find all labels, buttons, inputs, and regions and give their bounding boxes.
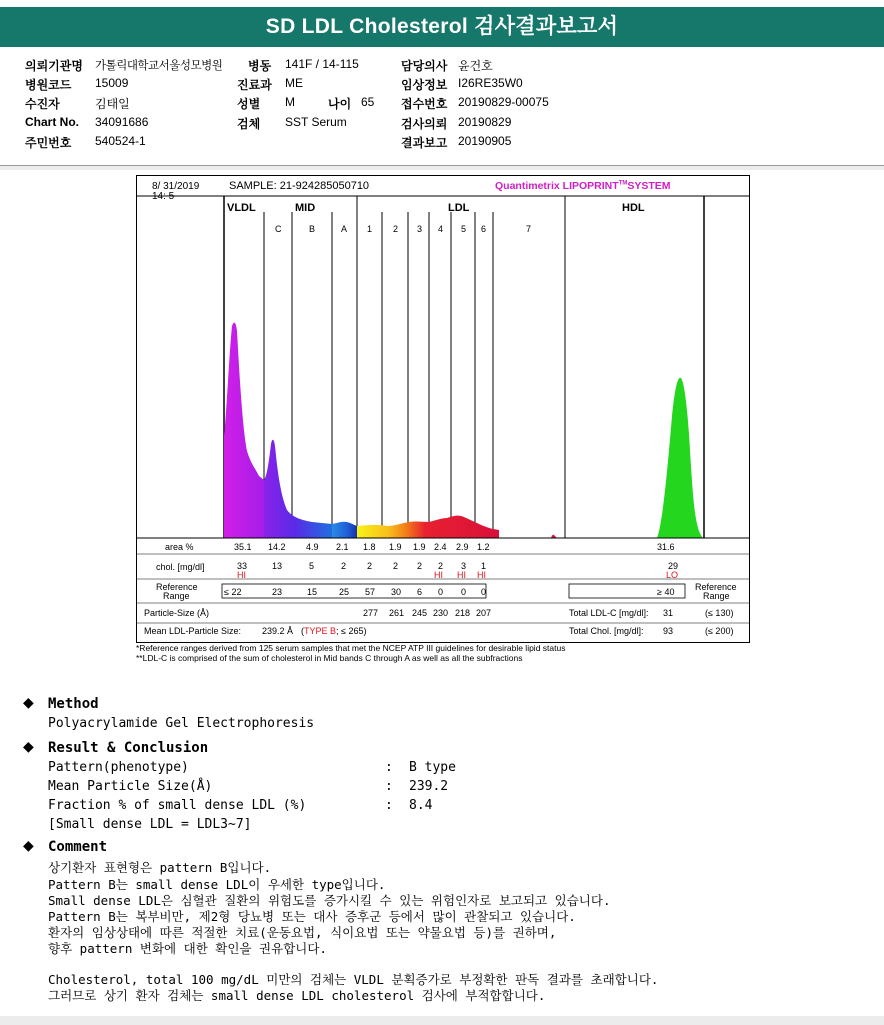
area-1: 1.8 [363,542,376,552]
band-hdl: HDL [622,202,645,214]
band-ldl: LDL [448,202,470,214]
result-label: Mean Particle Size(Å) [48,779,213,794]
patient-label: 수진자 [25,97,60,111]
band-1: 1 [367,224,373,234]
result-label: Pattern(phenotype) [48,760,189,775]
result-heading: Result & Conclusion [48,740,209,756]
particle-6: 207 [476,608,492,618]
area-2: 1.9 [389,542,402,552]
band-2: 2 [393,224,399,234]
area-vldl: 35.1 [234,542,252,552]
ldl-peaks [357,516,499,538]
area-a: 2.1 [336,542,349,552]
area-c: 14.2 [268,542,286,552]
dept-value: ME [285,76,303,90]
report-date-value: 20190905 [458,134,512,148]
area-5: 2.9 [456,542,469,552]
result-note: [Small dense LDL = LDL3~7] [48,817,252,832]
comment-line: 그러므로 상기 환자 검체는 small dense LDL cholesterol 검사에 부적합합니다. [48,988,546,1003]
bullet-diamond-icon: ◆ [23,695,34,711]
flag-vldl: HI [237,570,246,580]
footnote-2: **LDL-C is comprised of the sum of cholesterol in Mid bands C through A as well as all the subfractions [136,653,523,663]
patient-info-section [0,49,884,166]
particle-size-label: Particle-Size (Å) [144,608,210,618]
flag-4: HI [434,570,443,580]
mid-a-peak [332,522,357,538]
result-value: 239.2 [409,779,449,794]
total-chol-value: 93 [663,626,674,636]
ref-2: 30 [391,587,402,597]
particle-4: 230 [433,608,449,618]
ref-6: 0 [481,587,487,597]
mean-ldl-type: (TYPE B; ≤ 265) [301,626,367,636]
chol-2: 2 [393,561,399,571]
chol-5: 3 [461,561,467,571]
clinical-value: I26RE35W0 [458,76,523,90]
chol-1: 2 [367,561,373,571]
ref-5: 0 [461,587,467,597]
age-value: 65 [361,95,375,109]
comment-line: Pattern B는 복부비만, 제2형 당뇨병 또는 대사 증후군 등에서 많이 관찰되고 있습니다. [48,909,576,924]
patient-value: 김태일 [95,97,130,111]
hospital-label: 의뢰기관명 [25,59,83,73]
band-mid: MID [295,202,316,214]
id-label: 주민번호 [25,136,72,150]
comment-line: 환자의 임상상태에 따른 적절한 치료(운동요법, 식이요법 또는 약물요법 등)를 권하며, [48,925,557,940]
request-label: 검사의뢰 [401,117,448,131]
chol-6: 1 [481,561,487,571]
ref-label-2: Range [163,591,190,601]
footnote-1: *Reference ranges derived from 125 serum samples that met the NCEP ATP III guidelines for desirable lipid status [136,643,566,653]
hospital-value: 가톨릭대학교서울성모병원 [95,60,223,72]
chol-a: 2 [341,561,347,571]
comment-line: 향후 pattern 변화에 대한 확인을 권유합니다. [48,941,327,956]
report-title: SD LDL Cholesterol 검사결과보고서 [0,7,884,47]
comment-line: Small dense LDL은 심혈관 질환의 위험도를 증가시킬 수 있는 위험인자로 보고되고 있습니다. [48,893,611,908]
band-7: 7 [526,224,532,234]
result-colon: : [385,779,393,794]
area-4: 2.4 [434,542,447,552]
ref-hdl: ≥ 40 [657,587,675,597]
ref-4: 0 [438,587,444,597]
dept-label: 진료과 [237,78,272,92]
chol-3: 2 [417,561,423,571]
area-b: 4.9 [306,542,319,552]
flag-5: HI [457,570,466,580]
result-value: B type [409,760,456,775]
print-time: 14: 5 [152,191,175,202]
result-value: 8.4 [409,798,433,813]
receipt-value: 20190829-00075 [458,95,549,109]
bottom-band [0,1016,884,1025]
chol-label: chol. [mg/dl] [156,562,205,572]
chart-no-label: Chart No. [25,115,79,129]
band-4: 4 [438,224,444,234]
result-label: Fraction % of small dense LDL (%) [48,798,307,813]
chol-hdl: 29 [668,561,679,571]
chart-no-value: 34091686 [95,115,149,129]
band-5: 5 [461,224,467,234]
clinical-label: 임상정보 [401,78,448,92]
flag-6: HI [477,570,486,580]
result-colon: : [385,760,393,775]
age-label: 나이 [328,97,352,111]
sample-id: SAMPLE: 21-924285050710 [229,180,370,192]
print-date: 8/ 31/2019 [152,181,200,192]
method-heading: Method [48,696,99,712]
comment-heading: Comment [48,839,108,855]
particle-1: 277 [363,608,379,618]
mean-ldl-value: 239.2 Å [262,626,294,636]
specimen-label: 검체 [237,117,261,131]
total-ldl-label: Total LDL-C [mg/dl]: [569,608,649,618]
total-ldl-ref: (≤ 130) [705,608,734,618]
ward-label: 병동 [248,59,272,73]
separator-band [0,166,884,170]
area-3: 1.9 [413,542,426,552]
bullet-diamond-icon: ◆ [23,838,34,854]
comment-line: 상기환자 표현형은 pattern B입니다. [48,860,272,875]
ref-b: 15 [307,587,318,597]
ref-a: 25 [339,587,350,597]
area-label: area % [165,542,194,552]
band-3: 3 [417,224,423,234]
mid-peak [264,440,332,538]
area-hdl: 31.6 [657,542,675,552]
particle-2: 261 [389,608,405,618]
bullet-diamond-icon: ◆ [23,739,34,755]
sex-value: M [285,95,295,109]
doctor-label: 담당의사 [401,59,448,73]
comment-line: Cholesterol, total 100 mg/dL 미만의 검체는 VLDL 분획증가로 부정확한 판독 결과를 초래합니다. [48,972,659,987]
method-text: Polyacrylamide Gel Electrophoresis [48,716,315,731]
result-colon: : [385,798,393,813]
receipt-label: 접수번호 [401,97,448,111]
chol-4: 2 [438,561,444,571]
total-ldl-value: 31 [663,608,674,618]
band-vldl: VLDL [227,202,256,214]
chol-c: 13 [272,561,283,571]
lipoprint-chart [136,175,750,643]
area-6: 1.2 [477,542,490,552]
band-a: A [341,224,348,234]
brand-name: Quantimetrix LIPOPRINT™SYSTEM [495,180,671,192]
total-chol-ref: (≤ 200) [705,626,734,636]
doctor-value: 윤건호 [458,59,493,73]
id-value: 540524-1 [95,134,146,148]
band-6: 6 [481,224,487,234]
request-value: 20190829 [458,115,512,129]
flag-hdl: LO [666,570,679,580]
total-chol-label: Total Chol. [mg/dl]: [569,626,644,636]
ref-right-2: Range [703,591,730,601]
specimen-value: SST Serum [285,115,347,129]
band-b: B [309,224,316,234]
vldl-peak [224,323,264,538]
ref-c: 23 [272,587,283,597]
mean-ldl-label: Mean LDL-Particle Size: [144,626,242,636]
ref-1: 57 [365,587,376,597]
report-date-label: 결과보고 [401,136,448,150]
ref-3: 6 [417,587,423,597]
code-value: 15009 [95,76,129,90]
chol-vldl: 33 [237,561,248,571]
comment-line: Pattern B는 small dense LDL이 우세한 type입니다. [48,877,386,892]
particle-3: 245 [412,608,428,618]
chol-b: 5 [309,561,315,571]
hdl-peak [657,378,703,538]
sex-label: 성별 [237,97,261,111]
ref-label-1: Reference [156,582,198,592]
ref-vldl: ≤ 22 [224,587,242,597]
particle-5: 218 [455,608,471,618]
band-c: C [275,224,282,234]
ref-right-1: Reference [695,582,737,592]
ward-value: 141F / 14-115 [285,57,359,71]
code-label: 병원코드 [25,78,72,92]
electrophoresis-graph [137,176,749,642]
